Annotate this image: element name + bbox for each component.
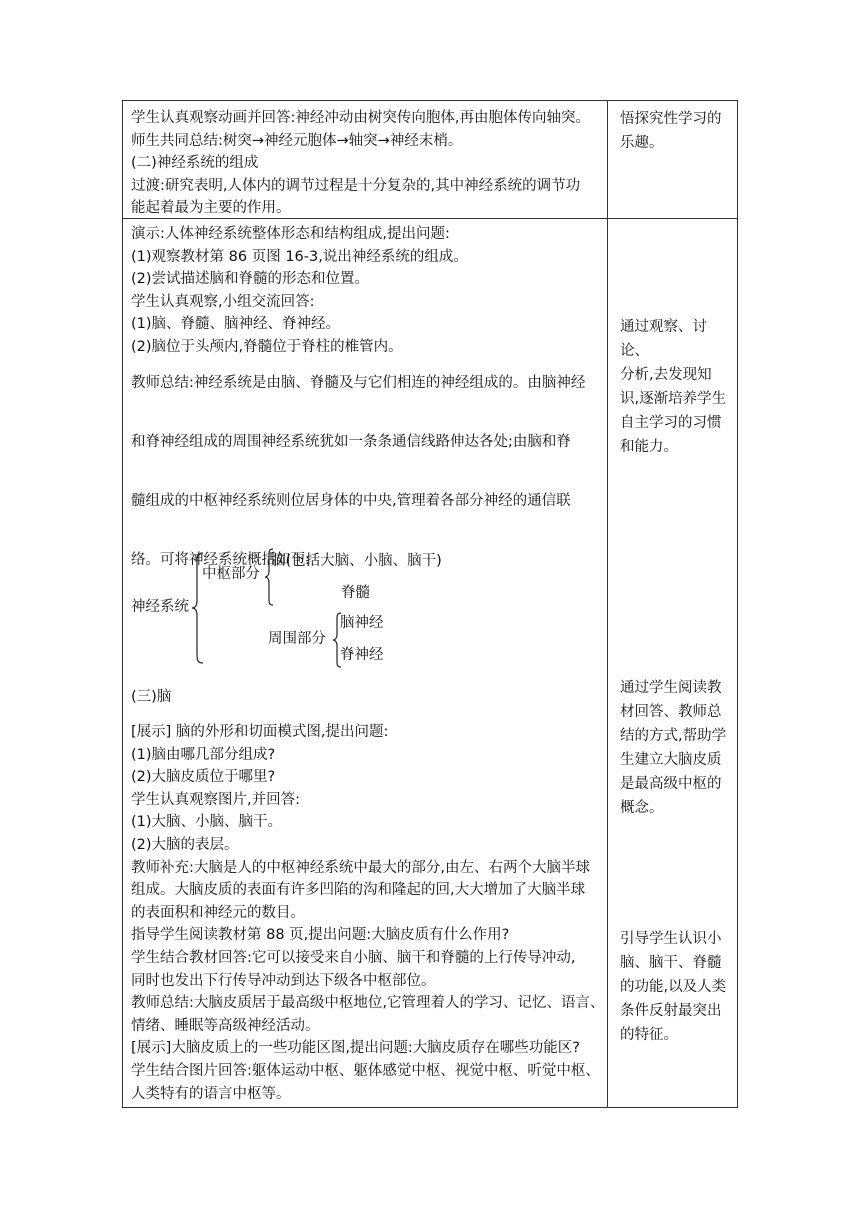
summary-line: 和脊神经组成的周围神经系统犹如一条条通信线路伸达各处;由脑和脊 [131, 434, 571, 450]
brain-line: (1)脑由哪几部分组成? [131, 746, 276, 763]
note-line: 是最高级中枢的 [620, 776, 722, 792]
row1-line: 能起着最为主要的作用。 [131, 200, 291, 217]
brain-line: 情绪、睡眠等高级神经活动。 [131, 1017, 320, 1034]
brain-line: 人类特有的语言中枢等。 [131, 1085, 291, 1102]
note-line: 脑、脑干、脊髓 [620, 955, 722, 971]
row1-right-line: 悟探究性学习的 [620, 111, 722, 127]
row1-left-cell [131, 107, 609, 220]
brain-line: 指导学生阅读教材第 88 页,提出问题:大脑皮质有什么作用? [131, 927, 510, 944]
row1-right-line: 乐趣。 [620, 135, 664, 151]
brain-line: 学生结合教材回答:它可以接受来自小脑、脑干和脊髓的上行传导冲动, [131, 949, 576, 966]
brain-line: (2)大脑的表层。 [131, 836, 239, 853]
section-title: (三)脑 [131, 689, 172, 705]
row2-line: (1)脑、脊髓、脑神经、脊神经。 [131, 316, 341, 333]
row1-right-cell [620, 107, 732, 155]
right-note-observation [620, 315, 732, 459]
nervous-system-diagram [123, 546, 613, 706]
right-note-reading [620, 676, 732, 820]
note-line: 结的方式,帮助学 [620, 728, 727, 744]
brain-line: 的表面积和神经元的数目。 [131, 904, 305, 921]
note-line: 和能力。 [620, 439, 678, 455]
row2-left-top [131, 223, 609, 359]
note-line: 通过学生阅读教 [620, 680, 722, 696]
row1-line: 学生认真观察动画并回答:神经冲动由树突传向胞体,再由胞体传向轴突。 [131, 110, 590, 126]
brain-line: (2)大脑皮质位于哪里? [131, 769, 276, 786]
diagram-root-label: 神经系统 [131, 599, 189, 615]
note-line: 的功能,以及人类 [620, 979, 727, 995]
brain-line: 组成。大脑皮质的表面有许多凹陷的沟和隆起的回,大大增加了大脑半球 [131, 882, 586, 899]
row2-line: (1)观察教材第 86 页图 16-3,说出神经系统的组成。 [131, 248, 468, 265]
spinal-nerve-label: 脊神经 [340, 647, 384, 663]
note-line: 条件反射最突出 [620, 1003, 722, 1019]
row2-line: (2)尝试描述脑和脊髓的形态和位置。 [131, 271, 370, 288]
brain-section [131, 721, 609, 1105]
row1-line: 师生共同总结:树突→神经元胞体→轴突→神经末梢。 [131, 132, 463, 149]
spinal-cord-label: 脊髓 [341, 585, 370, 601]
brain-line: 学生结合图片回答:躯体运动中枢、躯体感觉中枢、视觉中枢、听觉中枢、 [131, 1062, 600, 1079]
brain-line: 同时也发出下行传导冲动到达下级各中枢部位。 [131, 972, 436, 989]
note-line: 引导学生认识小 [620, 931, 722, 947]
row2-line: (2)脑位于头颅内,脊髓位于脊柱的椎管内。 [131, 338, 403, 355]
row1-line: 过渡:研究表明,人体内的调节过程是十分复杂的,其中神经系统的调节功 [131, 177, 581, 194]
row1-line: (二)神经系统的组成 [131, 155, 259, 172]
cranial-nerve-label: 脑神经 [340, 615, 384, 631]
peripheral-part-label: 周围部分 [268, 631, 326, 647]
note-line: 分析,去发现知 [620, 367, 712, 383]
note-line: 的特征。 [620, 1027, 678, 1043]
summary-line: 络。可将神经系统概括如下: [131, 552, 310, 568]
note-line: 材回答、教师总 [620, 704, 722, 720]
brain-line: 教师补充:大脑是人的中枢神经系统中最大的部分,由左、右两个大脑半球 [131, 859, 590, 876]
brain-line: (1)大脑、小脑、脑干。 [131, 814, 283, 831]
central-part-label: 中枢部分 [202, 566, 260, 582]
lesson-table [122, 100, 738, 1108]
row2-line: 学生认真观察,小组交流回答: [131, 293, 315, 310]
brain-line: 教师总结:大脑皮质居于最高级中枢地位,它管理着人的学习、记忆、语言、 [131, 995, 605, 1012]
summary-line: 教师总结:神经系统是由脑、脊髓及与它们相连的神经组成的。由脑神经 [131, 375, 586, 391]
note-line: 通过观察、讨论、 [620, 319, 707, 359]
row2-line: 演示:人体神经系统整体形态和结构组成,提出问题: [131, 226, 450, 242]
brain-line: [展示]大脑皮质上的一些功能区图,提出问题:大脑皮质存在哪些功能区? [131, 1040, 581, 1057]
note-line: 概念。 [620, 800, 664, 816]
right-note-function [620, 927, 732, 1047]
brain-line: 学生认真观察图片,并回答: [131, 791, 300, 808]
section3-heading [131, 686, 609, 709]
note-line: 自主学习的习惯 [620, 415, 722, 431]
note-line: 生建立大脑皮质 [620, 752, 722, 768]
brain-line: [展示] 脑的外形和切面模式图,提出问题: [131, 724, 389, 740]
note-line: 识,逐渐培养学生 [620, 391, 727, 407]
brain-label: 脑(包括大脑、小脑、脑干) [271, 553, 442, 569]
summary-line: 髓组成的中枢神经系统则位居身体的中央,管理着各部分神经的通信联 [131, 493, 571, 509]
